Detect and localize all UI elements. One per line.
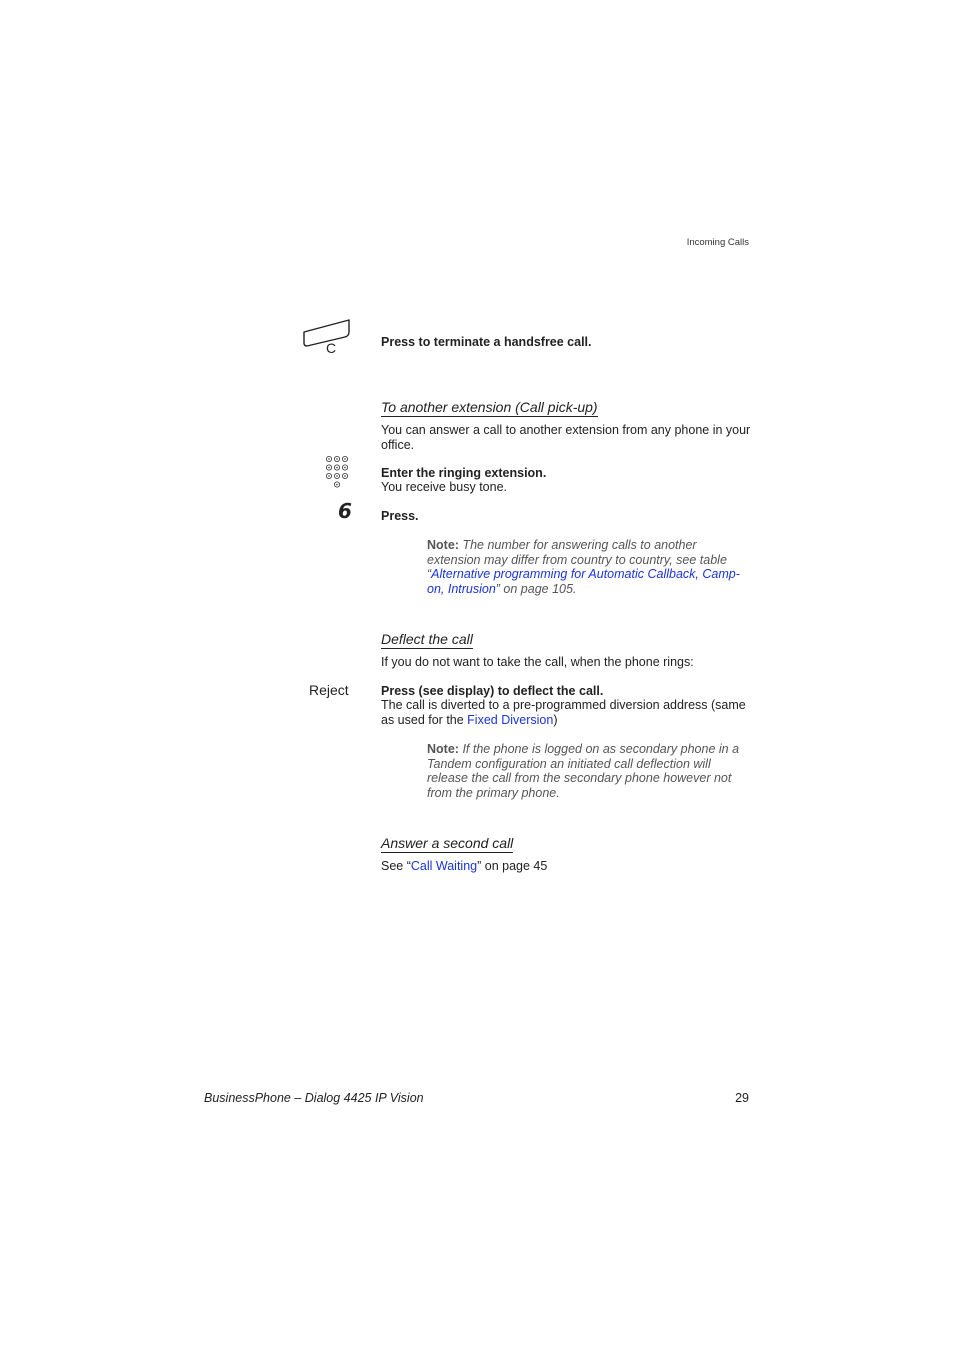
pickup-step1-text: You receive busy tone. bbox=[381, 480, 508, 494]
deflect-step-bold: Press (see display) to deflect the call. bbox=[381, 684, 604, 698]
see-suffix: ” on page 45 bbox=[477, 859, 548, 873]
note-label: Note: bbox=[427, 538, 459, 552]
note-text-2: ” on page 105. bbox=[495, 581, 577, 596]
pickup-step2-bold: Press. bbox=[381, 509, 419, 523]
call-waiting-link[interactable]: Call Waiting bbox=[410, 859, 478, 873]
deflect-step-text bbox=[381, 698, 751, 727]
handsfree-instruction: Press to terminate a handsfree call. bbox=[381, 335, 592, 349]
pickup-note bbox=[427, 538, 749, 596]
reject-softkey-label: Reject bbox=[309, 682, 349, 698]
alternative-programming-link[interactable]: Alternative programming for Automatic Callback, Camp-on, Intrusion bbox=[427, 567, 740, 596]
deflect-step-text-end: ) bbox=[553, 712, 558, 727]
footer-product: BusinessPhone – Dialog 4425 IP Vision bbox=[204, 1091, 424, 1105]
second-call-heading: Answer a second call bbox=[381, 835, 514, 851]
digit-6-key-icon: 6 bbox=[338, 499, 352, 523]
fixed-diversion-link[interactable]: Fixed Diversion bbox=[467, 712, 554, 727]
pickup-step1-bold: Enter the ringing extension. bbox=[381, 466, 547, 480]
deflect-intro: If you do not want to take the call, when the phone rings: bbox=[381, 655, 694, 669]
deflect-heading: Deflect the call bbox=[381, 631, 473, 647]
page-number: 29 bbox=[735, 1091, 749, 1105]
note-label: Note: bbox=[427, 742, 459, 756]
deflect-step-text-main: The call is diverted to a pre-programmed diversion address (same as used for the bbox=[381, 698, 746, 727]
pickup-heading: To another extension (Call pick-up) bbox=[381, 399, 598, 415]
clear-key-label: C bbox=[326, 340, 337, 356]
clear-key-icon bbox=[300, 316, 355, 358]
pickup-intro: You can answer a call to another extension from any phone in your office. bbox=[381, 423, 751, 452]
deflect-note bbox=[427, 742, 749, 800]
deflect-note-text: If the phone is logged on as secondary phone in a Tandem configuration an initiated call deflection will release the call from the secondary phone however not from the primary phone. bbox=[427, 742, 740, 800]
see-prefix: See “ bbox=[381, 859, 411, 873]
keypad-icon bbox=[325, 455, 351, 491]
second-call-reference bbox=[381, 859, 547, 874]
note-text-1: The number for answering calls to another extension may differ from country to country, see table “ bbox=[427, 538, 727, 581]
running-header: Incoming Calls bbox=[686, 237, 749, 248]
